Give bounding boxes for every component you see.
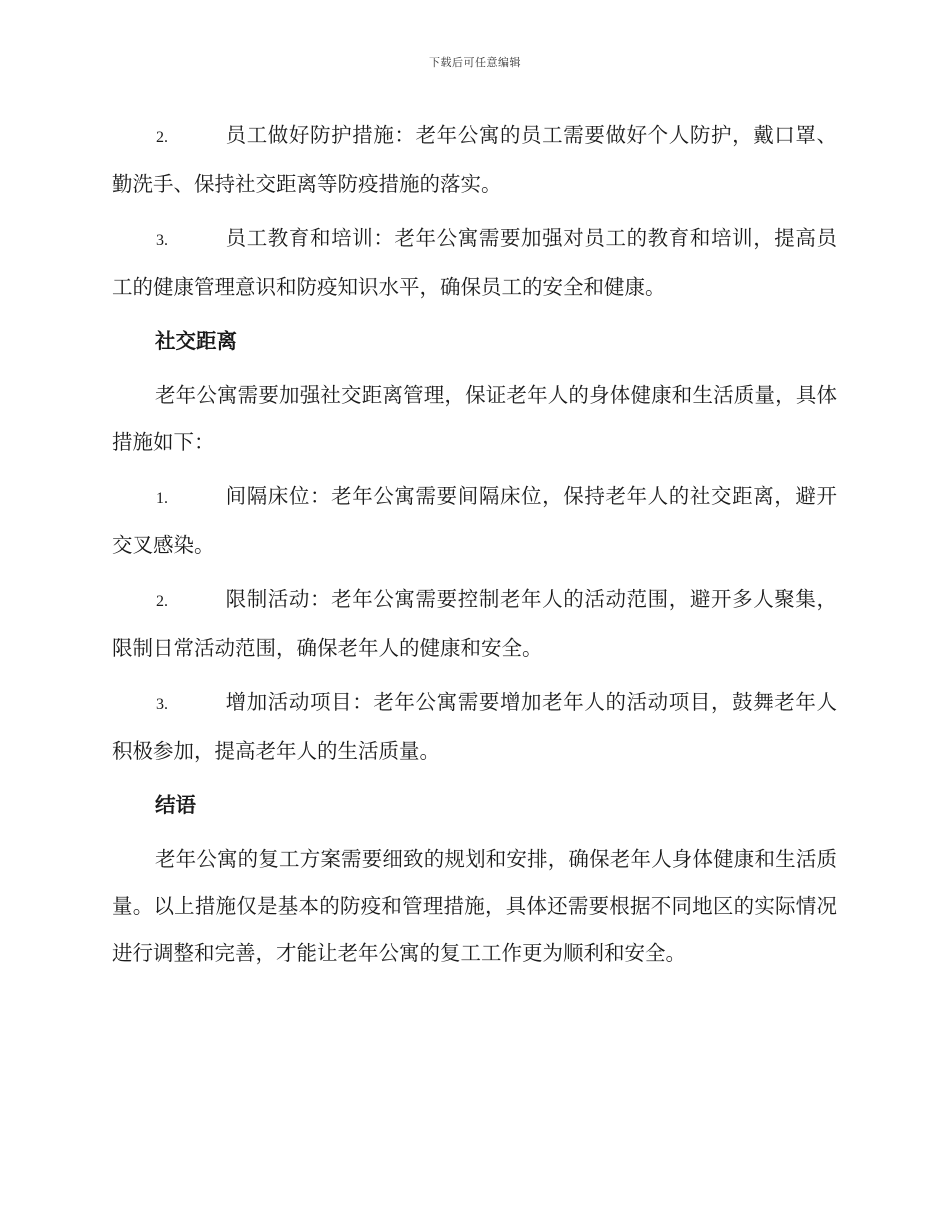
list-item-text: 间隔床位：老年公寓需要间隔床位，保持老年人的社交距离，避开交叉感染。 bbox=[112, 484, 837, 557]
section-heading-social-distance: 社交距离 bbox=[155, 329, 237, 353]
list-item-text: 增加活动项目：老年公寓需要增加老年人的活动项目，鼓舞老年人积极参加，提高老年人的生活质量。 bbox=[112, 690, 837, 763]
list-item-text: 员工教育和培训：老年公寓需要加强对员工的教育和培训，提高员工的健康管理意识和防疫知识水平，确保员工的安全和健康。 bbox=[112, 226, 837, 299]
list-item bbox=[112, 215, 837, 311]
list-item bbox=[112, 473, 837, 569]
list-number: 3. bbox=[156, 696, 168, 713]
list-number: 2. bbox=[156, 129, 168, 146]
document-body bbox=[112, 112, 837, 984]
list-number: 1. bbox=[156, 490, 168, 507]
list-item bbox=[112, 576, 837, 672]
list-item bbox=[112, 112, 837, 208]
page-header: 下载后可任意编辑 bbox=[429, 56, 521, 69]
section-intro-paragraph: 老年公寓需要加强社交距离管理，保证老年人的身体健康和生活质量，具体措施如下： bbox=[112, 383, 837, 454]
list-number: 2. bbox=[156, 593, 168, 610]
section-heading-conclusion: 结语 bbox=[155, 793, 196, 817]
list-number: 3. bbox=[156, 232, 168, 249]
list-item-text: 限制活动：老年公寓需要控制老年人的活动范围，避开多人聚集，限制日常活动范围，确保老年人的健康和安全。 bbox=[112, 587, 837, 660]
list-item-text: 员工做好防护措施：老年公寓的员工需要做好个人防护，戴口罩、勤洗手、保持社交距离等防疫措施的落实。 bbox=[112, 123, 837, 196]
conclusion-paragraph: 老年公寓的复工方案需要细致的规划和安排，确保老年人身体健康和生活质量。以上措施仅是基本的防疫和管理措施，具体还需要根据不同地区的实际情况进行调整和完善，才能让老年公寓的复工工作更为顺利和安全。 bbox=[112, 847, 837, 965]
list-item bbox=[112, 679, 837, 775]
